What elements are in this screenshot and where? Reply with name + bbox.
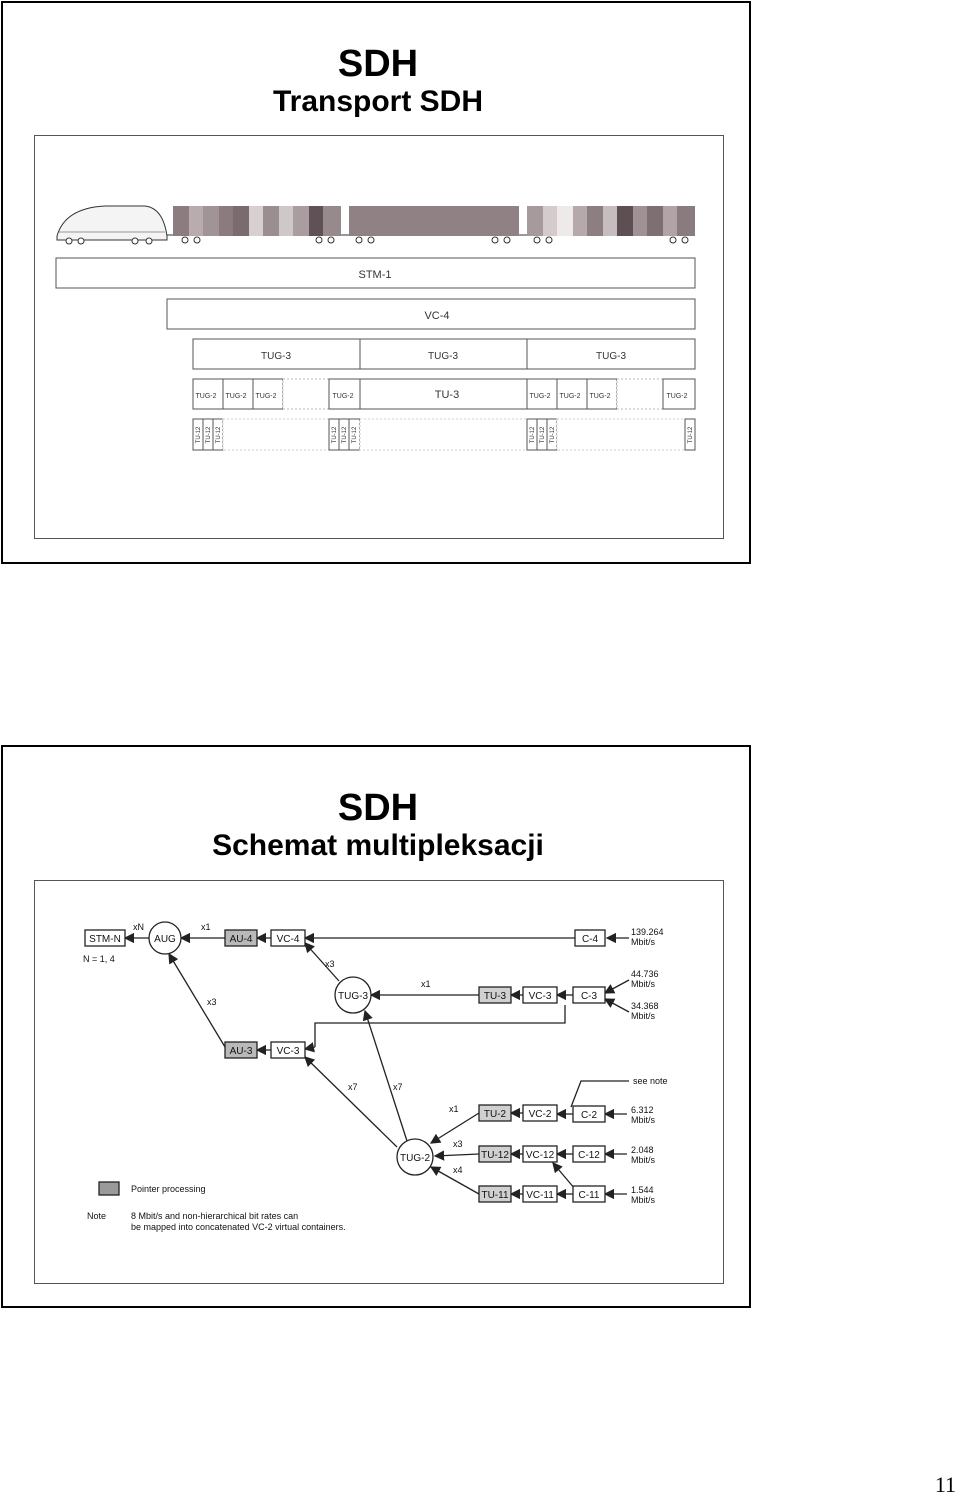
train-locomotive [57, 206, 167, 244]
mult-x1-tu2: x1 [449, 1104, 459, 1114]
rate-6: 6.312 [631, 1105, 654, 1115]
c2-label: C-2 [580, 1110, 598, 1121]
mult-x1-top: x1 [201, 922, 211, 932]
tug3-node-label: TUG-3 [338, 991, 368, 1002]
mult-x1-tu3: x1 [421, 979, 431, 989]
rate-6-unit: Mbit/s [631, 1115, 656, 1125]
mult-x4-tu11: x4 [453, 1165, 463, 1175]
tug2-label-8: TUG-2 [666, 393, 688, 400]
vc3a-label: VC-3 [528, 991, 552, 1002]
aug-label: AUG [154, 934, 176, 945]
tug2-label-4: TUG-2 [332, 393, 354, 400]
mult-x3-tu12: x3 [453, 1139, 463, 1149]
multiplexing-figure [34, 880, 724, 1284]
see-note-label: see note [633, 1076, 668, 1086]
tug2-node-label: TUG-2 [400, 1153, 430, 1164]
mult-x3-aug: x3 [207, 997, 217, 1007]
stmn-label: STM-N [89, 934, 121, 945]
tu12-label: TU-12 [481, 1150, 509, 1161]
rate-34-unit: Mbit/s [631, 1011, 656, 1021]
slide2-subtitle: Schemat multipleksacji [212, 829, 544, 862]
rate-44-unit: Mbit/s [631, 979, 656, 989]
legend-note-line1: 8 Mbit/s and non-hierarchical bit rates can [131, 1211, 299, 1221]
rate-139: 139.264 [631, 927, 664, 937]
mult-x7-left: x7 [348, 1082, 358, 1092]
rate-1-unit: Mbit/s [631, 1195, 656, 1205]
train-wagon-2 [349, 206, 519, 243]
multiplexing-diagram [35, 881, 723, 1283]
rate-1: 1.544 [631, 1185, 654, 1195]
tug2-label-2: TUG-2 [225, 393, 247, 400]
rate-2-unit: Mbit/s [631, 1155, 656, 1165]
vc12-label: VC-12 [525, 1150, 555, 1161]
tug3-label-3: TUG-3 [596, 351, 626, 362]
legend-note-line2: be mapped into concatenated VC-2 virtual containers. [131, 1222, 346, 1232]
tu12-label-6: TU-12 [352, 426, 358, 444]
mult-xn: xN [133, 922, 144, 932]
tu12-label-5: TU-12 [342, 426, 348, 444]
tu12-label-4: TU-12 [332, 426, 338, 444]
tug2-label-3: TUG-2 [255, 393, 277, 400]
slide1-subtitle: Transport SDH [272, 85, 484, 118]
train-wagon-1 [173, 206, 341, 243]
vc4-node-label: VC-4 [276, 934, 300, 945]
tug3-label-1: TUG-3 [261, 351, 291, 362]
au3-label: AU-3 [229, 1046, 253, 1057]
tug2-label-7: TUG-2 [589, 393, 611, 400]
stm1-label: STM-1 [358, 269, 392, 281]
tu12-label-8: TU-12 [540, 426, 546, 444]
c12-label: C-12 [578, 1150, 600, 1161]
tu12-label-9: TU-12 [550, 426, 556, 444]
slide1-title: SDH [337, 43, 419, 85]
transport-figure [34, 135, 724, 539]
rate-44: 44.736 [631, 969, 659, 979]
tu2-label: TU-2 [483, 1109, 507, 1120]
train-wagon-3 [527, 206, 695, 243]
tu11-label: TU-11 [481, 1190, 509, 1201]
tu12-label-7: TU-12 [530, 426, 536, 444]
tug3-label-2: TUG-3 [428, 351, 458, 362]
tu12-label-3: TU-12 [216, 426, 222, 444]
rate-34: 34.368 [631, 1001, 659, 1011]
c3-label: C-3 [580, 991, 598, 1002]
mult-x7-right: x7 [393, 1082, 403, 1092]
legend-pointer-label: Pointer processing [131, 1184, 206, 1194]
mult-x3-tug3: x3 [325, 959, 335, 969]
page-number: 11 [934, 1472, 956, 1497]
vc3b-label: VC-3 [276, 1046, 300, 1057]
tu12-label-2: TU-12 [206, 426, 212, 444]
tu12-label-10: TU-12 [688, 426, 694, 444]
legend-note-label: Note [87, 1211, 107, 1221]
c4-label: C-4 [581, 934, 599, 945]
au4-label: AU-4 [229, 934, 253, 945]
transport-diagram [35, 136, 723, 538]
n-equals-label: N = 1, 4 [83, 954, 115, 964]
tug2-label-1: TUG-2 [195, 393, 217, 400]
tug2-label-5: TUG-2 [529, 393, 551, 400]
c11-label: C-11 [578, 1190, 600, 1201]
slide2-title: SDH [337, 787, 419, 829]
rate-139-unit: Mbit/s [631, 937, 656, 947]
vc2-label: VC-2 [528, 1109, 552, 1120]
tug2-label-6: TUG-2 [559, 393, 581, 400]
slide-transport [1, 1, 751, 564]
row-tu12 [193, 419, 695, 450]
slide-multiplexing [1, 745, 751, 1308]
tu3-label: TU-3 [434, 389, 460, 401]
pointer-legend-swatch [99, 1182, 119, 1195]
vc11-label: VC-11 [526, 1190, 554, 1201]
vc4-label: VC-4 [424, 310, 450, 322]
tu12-label-1: TU-12 [196, 426, 202, 444]
rate-2: 2.048 [631, 1145, 654, 1155]
tu3-node-label: TU-3 [483, 991, 507, 1002]
